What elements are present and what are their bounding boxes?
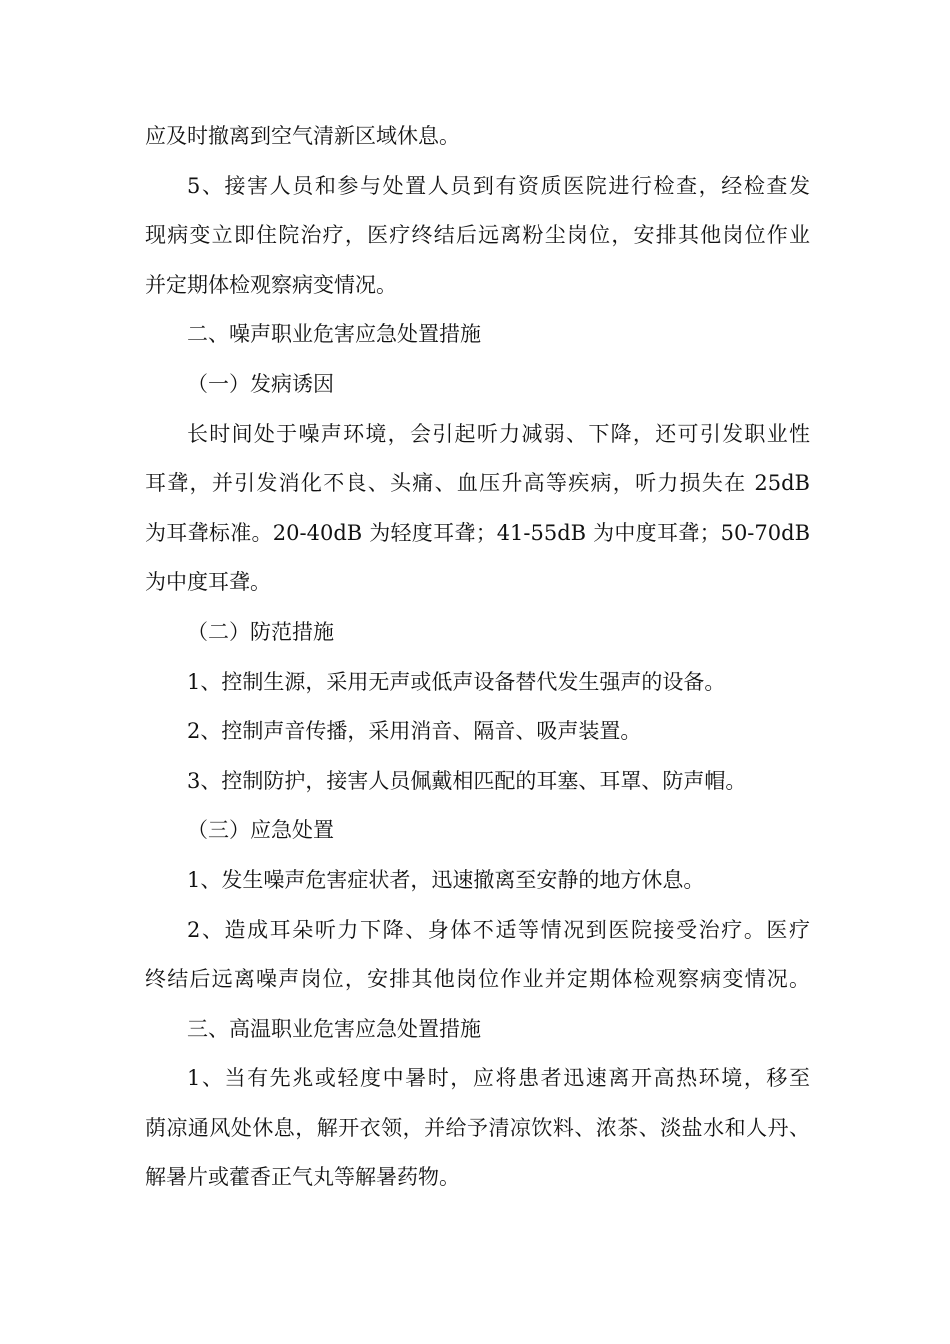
list-item: 1、控制生源，采用无声或低声设备替代发生强声的设备。: [187, 669, 726, 694]
list-item: 3、控制防护，接害人员佩戴相匹配的耳塞、耳罩、防声帽。: [187, 768, 747, 793]
section-heading: 二、噪声职业危害应急处置措施: [187, 322, 481, 347]
paragraph-line: 耳聋，并引发消化不良、头痛、血压升高等疾病，听力损失在 25dB: [145, 471, 810, 496]
subsection-heading: （二）防范措施: [187, 619, 334, 644]
list-item: 2、造成耳朵听力下降、身体不适等情况到医院接受治疗。医疗: [187, 917, 810, 942]
paragraph-line: 解暑片或藿香正气丸等解暑药物。: [145, 1165, 460, 1190]
list-item: 2、控制声音传播，采用消音、隔音、吸声装置。: [187, 719, 642, 744]
document-body: [145, 112, 810, 1203]
paragraph-line: 终结后远离噪声岗位，安排其他岗位作业并定期体检观察病变情况。: [145, 967, 810, 992]
paragraph-line: 现病变立即住院治疗，医疗终结后远离粉尘岗位，安排其他岗位作业: [145, 223, 810, 248]
list-item: 1、发生噪声危害症状者，迅速撤离至安静的地方休息。: [187, 867, 705, 892]
subsection-heading: （一）发病诱因: [187, 371, 334, 396]
paragraph-line: 为耳聋标准。20-40dB 为轻度耳聋；41-55dB 为中度耳聋；50-70dB: [145, 520, 810, 545]
paragraph-line: 荫凉通风处休息，解开衣领，并给予清凉饮料、浓茶、淡盐水和人丹、: [145, 1115, 810, 1140]
paragraph-line: 并定期体检观察病变情况。: [145, 272, 397, 297]
section-heading: 三、高温职业危害应急处置措施: [187, 1016, 481, 1041]
paragraph-line: 应及时撤离到空气清新区域休息。: [145, 124, 460, 148]
subsection-heading: （三）应急处置: [187, 818, 334, 843]
paragraph-line: 长时间处于噪声环境，会引起听力减弱、下降，还可引发职业性: [187, 421, 810, 446]
paragraph-line: 5、接害人员和参与处置人员到有资质医院进行检查，经检查发: [187, 173, 810, 198]
paragraph-line: 为中度耳聋。: [145, 570, 271, 595]
list-item: 1、当有先兆或轻度中暑时，应将患者迅速离开高热环境，移至: [187, 1066, 810, 1091]
